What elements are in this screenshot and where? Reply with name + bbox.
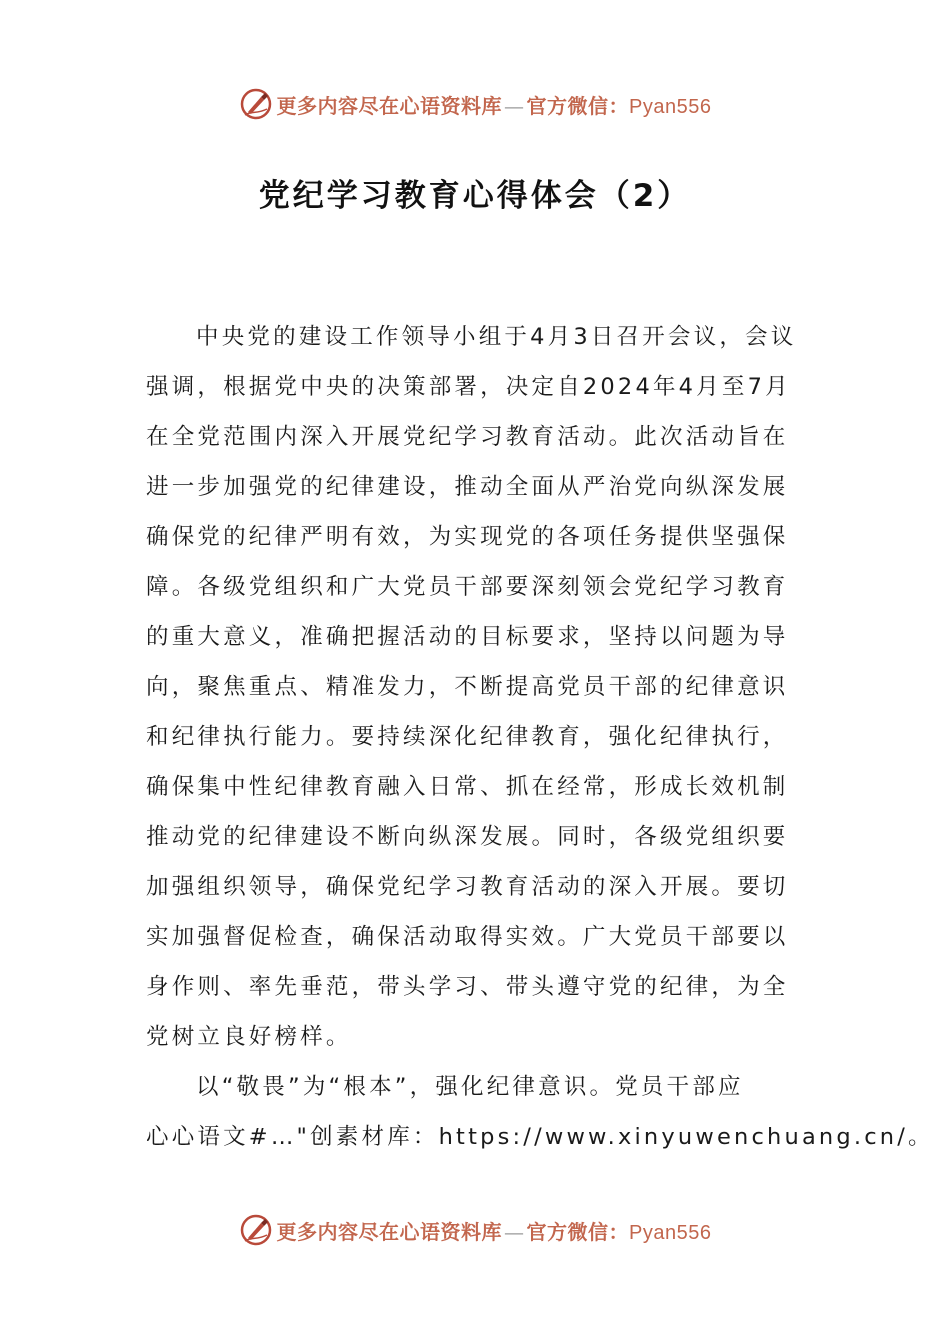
paragraph-line: 以“敬畏”为“根本”，强化纪律意识。党员干部应 xyxy=(196,1074,744,1100)
pen-logo-icon xyxy=(239,87,273,121)
paragraph-line: 强调，根据党中央的决策部署，决定自2024年4月至7月 xyxy=(146,374,791,400)
paragraph-line: 身作则、率先垂范，带头学习、带头遵守党的纪律，为全 xyxy=(146,974,789,1000)
paragraph-line: 加强组织领导，确保党纪学习教育活动的深入开展。要切 xyxy=(146,874,789,900)
header-banner xyxy=(0,84,950,124)
paragraph-line: 中央党的建设工作领导小组于4月3日召开会议，会议 xyxy=(196,324,797,350)
banner-wechat-label: 官方微信： xyxy=(526,1219,630,1244)
footer-banner xyxy=(0,1210,950,1250)
paragraph-line: 在全党范围内深入开展党纪学习教育活动。此次活动旨在 xyxy=(146,424,789,450)
banner-dash: — xyxy=(504,93,525,118)
banner-dash: — xyxy=(504,1219,525,1244)
banner-text xyxy=(277,1216,712,1245)
paragraph-line: 确保集中性纪律教育融入日常、抓在经常，形成长效机制 xyxy=(146,774,789,800)
paragraph-line: 心心语文#…"创素材库：https://www.xinyuwenchuang.cn/。 xyxy=(146,1124,934,1150)
paragraph-line: 党树立良好榜样。 xyxy=(146,1024,352,1050)
paragraph-line: 和纪律执行能力。要持续深化纪律教育，强化纪律执行， xyxy=(146,724,789,750)
document-body xyxy=(146,312,934,1162)
paragraph-line: 进一步加强党的纪律建设，推动全面从严治党向纵深发展 xyxy=(146,474,789,500)
pen-logo-icon xyxy=(239,1213,273,1247)
paragraph-line: 确保党的纪律严明有效，为实现党的各项任务提供坚强保 xyxy=(146,524,789,550)
banner-wechat-id: Pyan556 xyxy=(629,1221,712,1244)
banner-slogan: 更多内容尽在心语资料库 xyxy=(276,93,503,118)
banner-wechat-label: 官方微信： xyxy=(526,93,630,118)
paragraph-line: 推动党的纪律建设不断向纵深发展。同时，各级党组织要 xyxy=(146,824,789,850)
paragraph-line: 实加强督促检查，确保活动取得实效。广大党员干部要以 xyxy=(146,924,789,950)
paragraph-line: 障。各级党组织和广大党员干部要深刻领会党纪学习教育 xyxy=(146,574,789,600)
paragraph-line: 的重大意义，准确把握活动的目标要求，坚持以问题为导 xyxy=(146,624,789,650)
banner-slogan: 更多内容尽在心语资料库 xyxy=(276,1219,503,1244)
paragraph-line: 向，聚焦重点、精准发力，不断提高党员干部的纪律意识 xyxy=(146,674,789,700)
banner-wechat-id: Pyan556 xyxy=(629,95,712,118)
banner-text xyxy=(277,90,712,119)
page-title: 党纪学习教育心得体会（2） xyxy=(258,178,692,214)
